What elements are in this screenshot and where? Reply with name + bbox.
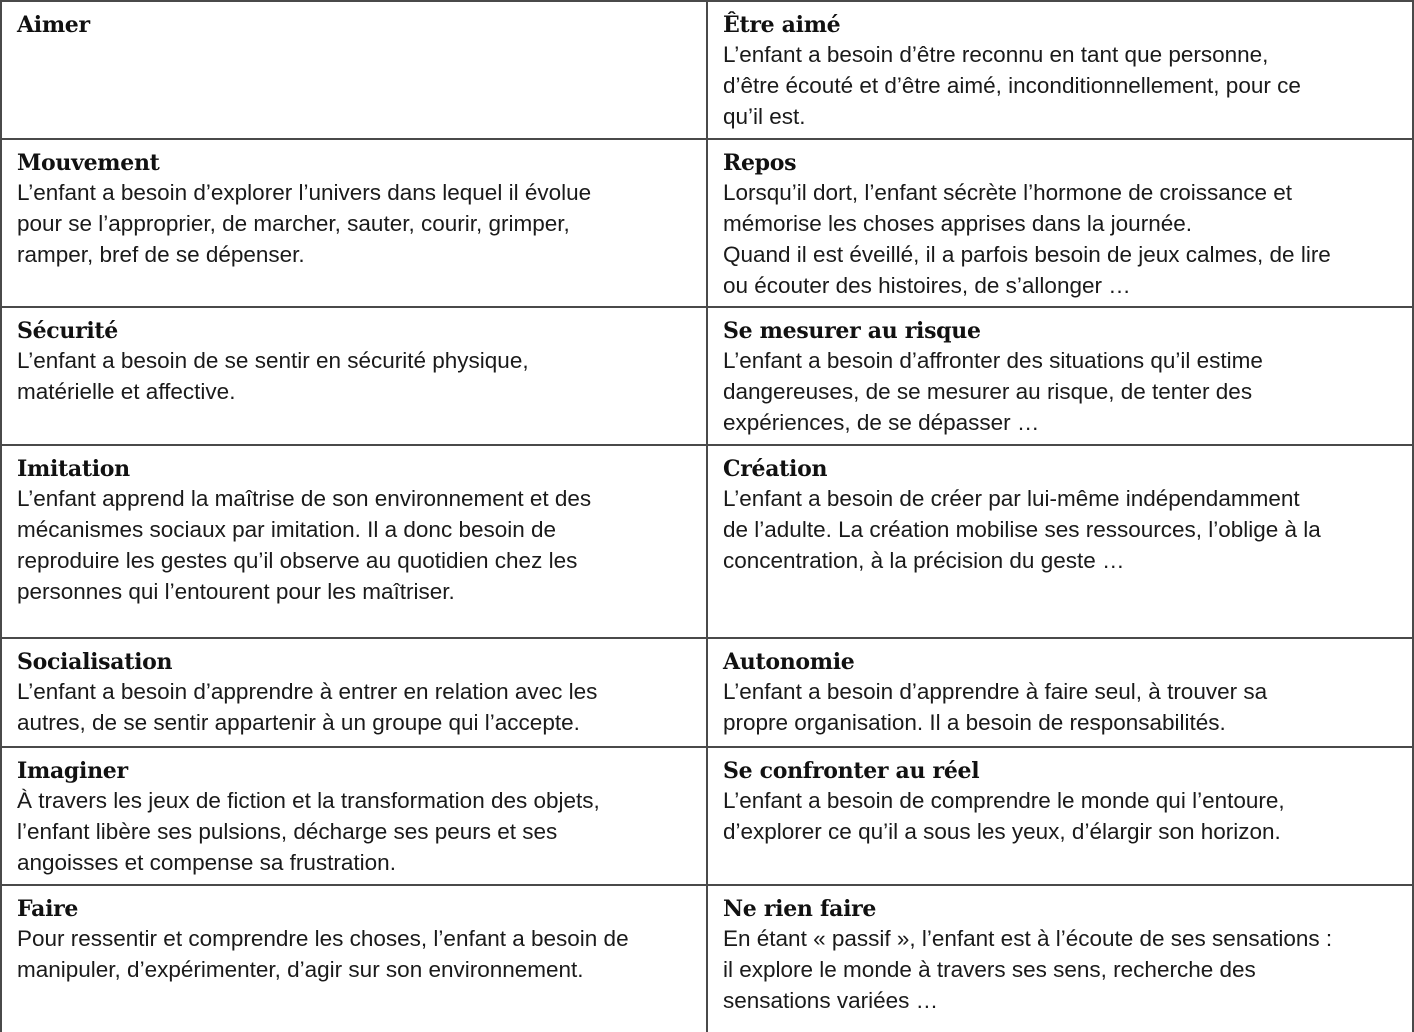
table-cell [2, 748, 708, 884]
table-cell [708, 140, 1412, 306]
cell-title: Faire [17, 896, 79, 922]
cell-title: Autonomie [723, 649, 855, 675]
cell-title: Imitation [17, 456, 130, 482]
table-cell [708, 886, 1412, 1032]
table-row [2, 308, 1412, 446]
cell-text: L’enfant a besoin de créer par lui-même indépendamment de l’adulte. La création mobilise ses ressources, l’oblige à la concentration, à la précision du geste … [723, 486, 1321, 573]
cell-text: L’enfant a besoin de se sentir en sécurité physique, matérielle et affective. [17, 348, 529, 404]
table-cell [2, 308, 708, 444]
cell-title: Socialisation [17, 649, 173, 675]
cell-text: L’enfant a besoin de comprendre le monde qui l’entoure, d’explorer ce qu’il a sous les yeux, d’élargir son horizon. [723, 788, 1285, 844]
table-row [2, 748, 1412, 886]
table-cell [708, 2, 1412, 138]
cell-title: Se mesurer au risque [723, 318, 981, 344]
cell-text: L’enfant a besoin d’affronter des situations qu’il estime dangereuses, de se mesurer au risque, de tenter des expériences, de se dépasser … [723, 348, 1263, 435]
table-row [2, 886, 1412, 1032]
cell-text: Pour ressentir et comprendre les choses, l’enfant a besoin de manipuler, d’expérimenter, d’agir sur son environnement. [17, 926, 629, 982]
table-cell [708, 748, 1412, 884]
cell-text: L’enfant a besoin d’apprendre à faire seul, à trouver sa propre organisation. Il a besoin de responsabilités. [723, 679, 1268, 735]
table-cell [2, 446, 708, 637]
table-cell [2, 140, 708, 306]
cell-title: Être aimé [723, 12, 841, 38]
table-cell [2, 886, 708, 1032]
table-row [2, 446, 1412, 639]
cell-text: L’enfant a besoin d’explorer l’univers dans lequel il évolue pour se l’approprier, de marcher, sauter, courir, grimper, ramper, bref de se dépenser. [17, 180, 592, 267]
cell-title: Se confronter au réel [723, 758, 980, 784]
table-row [2, 2, 1412, 140]
cell-text: Lorsqu’il dort, l’enfant sécrète l’hormone de croissance et mémorise les choses apprises dans la journée. Quand il est éveillé, il a parfois besoin de jeux calmes, de lire ou écouter des histoires, de s’allonger … [723, 180, 1331, 298]
cell-text: En étant « passif », l’enfant est à l’écoute de ses sensations : il explore le monde à travers ses sens, recherche des sensations variées … [723, 926, 1333, 1013]
cell-title: Ne rien faire [723, 896, 877, 922]
cell-title: Création [723, 456, 828, 482]
cell-title: Imaginer [17, 758, 128, 784]
cell-title: Repos [723, 150, 797, 176]
table-row [2, 140, 1412, 308]
cell-text: L’enfant apprend la maîtrise de son environnement et des mécanismes sociaux par imitation. Il a donc besoin de reproduire les gestes qu’il observe au quotidien chez les personnes qui l’entourent pour les maîtriser. [17, 486, 592, 604]
cell-text: L’enfant a besoin d’apprendre à entrer en relation avec les autres, de se sentir appartenir à un groupe qui l’accepte. [17, 679, 598, 735]
table-cell [708, 639, 1412, 746]
table-cell [2, 639, 708, 746]
cell-title: Sécurité [17, 318, 118, 344]
cell-title: Mouvement [17, 150, 160, 176]
table-cell [2, 2, 708, 138]
cell-text: À travers les jeux de fiction et la transformation des objets, l’enfant libère ses pulsions, décharge ses peurs et ses angoisses et compense sa frustration. [17, 788, 600, 875]
table-cell [708, 446, 1412, 637]
cell-title: Aimer [17, 12, 90, 38]
table-cell [708, 308, 1412, 444]
table-row [2, 639, 1412, 748]
cell-text: L’enfant a besoin d’être reconnu en tant que personne, d’être écouté et d’être aimé, inconditionnellement, pour ce qu’il est. [723, 42, 1301, 129]
